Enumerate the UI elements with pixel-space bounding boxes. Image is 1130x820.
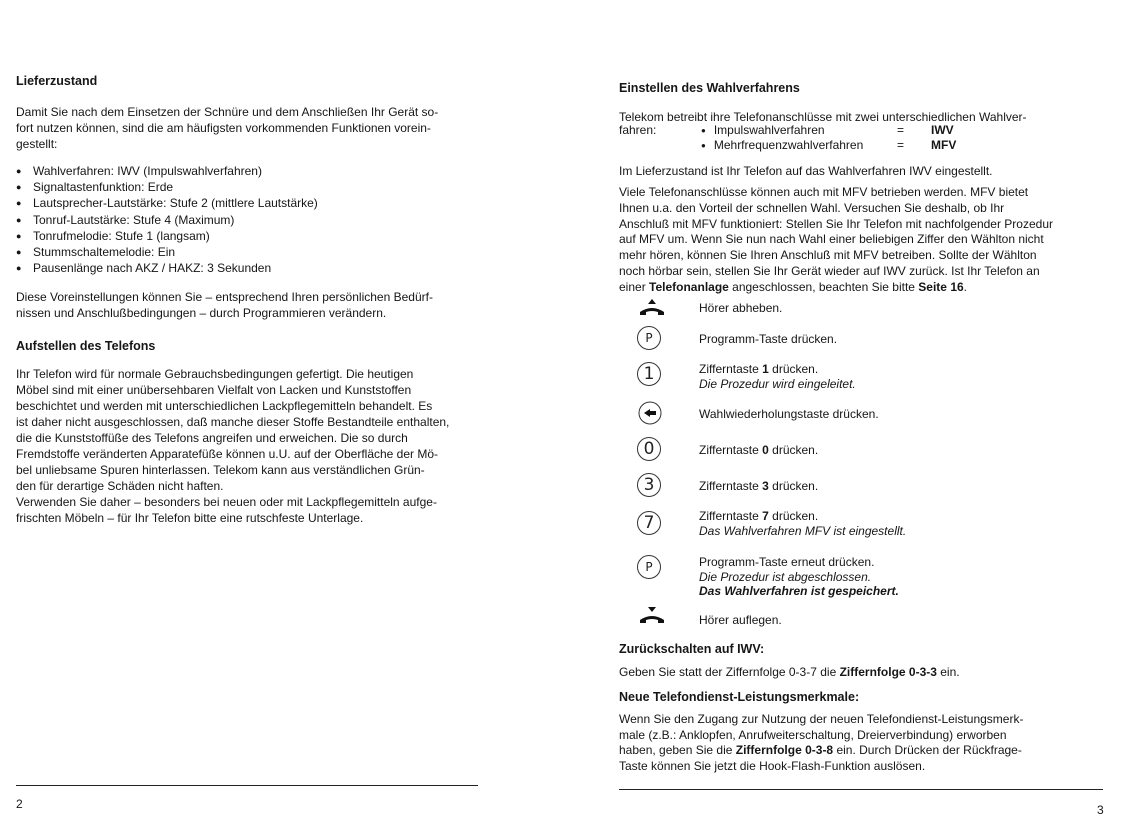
- step-text: Hörer auflegen.: [699, 613, 782, 627]
- left-page: [16, 0, 506, 820]
- list-item: ● Signaltastenfunktion: Erde: [16, 179, 318, 195]
- heading-new-features: Neue Telefondienst-Leistungsmerkmale:: [619, 690, 860, 704]
- setup-line: beschichtet und werden mit unterschiedlichen Lackpflegemitteln behandelt. Es: [16, 399, 433, 413]
- list-item: ● Tonruf-Lautstärke: Stufe 4 (Maximum): [16, 212, 318, 228]
- digit-1-key-icon: 1: [637, 362, 661, 386]
- program-key-icon: P: [637, 555, 661, 579]
- intro-line: Damit Sie nach dem Einsetzen der Schnüre und dem Anschließen Ihr Gerät so-: [16, 105, 439, 119]
- digit-3-key-icon: 3: [637, 473, 661, 497]
- program-key-icon: P: [637, 326, 661, 350]
- setup-paragraph: [16, 366, 506, 526]
- step-note-bold: Das Wahlverfahren ist gespeichert.: [699, 584, 899, 598]
- step-note: Das Wahlverfahren MFV ist eingestellt.: [699, 523, 907, 538]
- list-item: ● Tonrufmelodie: Stufe 1 (langsam): [16, 228, 318, 244]
- method-list: [619, 124, 956, 153]
- mfv-line: noch hörbar sein, stellen Sie Ihr Gerät wieder auf IWV zurück. Ist Ihr Telefon an: [619, 263, 1040, 278]
- new-line: haben, geben Sie die Ziffernfolge 0-3-8 ein. Durch Drücken der Rückfrage-: [619, 743, 1022, 757]
- intro-line: gestellt:: [16, 137, 58, 151]
- method-row: [619, 139, 956, 154]
- step-text: Zifferntaste 1 drücken. Die Prozedur wird eingeleitet.: [699, 362, 856, 391]
- mfv-line: Anschluß mit MFV funktioniert: Stellen Sie Ihr Telefon mit nachfolgender Prozedur: [619, 216, 1053, 231]
- setup-line: ist daher nicht ausgeschlossen, daß manche dieser Stoffe Bestandteile enthalten,: [16, 415, 450, 429]
- mfv-line: Viele Telefonanschlüsse können auch mit MFV betrieben werden. MFV bietet: [619, 185, 1029, 199]
- reset-paragraph: Geben Sie statt der Ziffernfolge 0-3-7 die Ziffernfolge 0-3-3 ein.: [619, 665, 960, 679]
- step-note: Die Prozedur ist abgeschlossen.: [699, 569, 872, 584]
- customize-line: nissen und Anschlußbedingungen – durch Programmieren verändern.: [16, 306, 387, 320]
- step-digit-3: [619, 473, 1113, 509]
- method-abbr: MFV: [931, 137, 957, 152]
- setup-line: Ihr Telefon wird für normale Gebrauchsbedingungen gefertigt. Die heutigen: [16, 367, 414, 381]
- heading-setup: Aufstellen des Telefons: [16, 339, 156, 353]
- pbx-line: einer Telefonanlage angeschlossen, beachten Sie bitte Seite 16.: [619, 279, 968, 294]
- method-name: ● Impulswahlverfahren: [701, 124, 897, 139]
- method-intro: Telekom betreibt ihre Telefonanschlüsse mit zwei unterschiedlichen Wahlver-: [619, 110, 1027, 124]
- step-digit-0: [619, 437, 1113, 473]
- step-text: Zifferntaste 7 drücken. Das Wahlverfahren MFV ist eingestellt.: [699, 509, 907, 538]
- footer-rule: [619, 789, 1103, 790]
- step-text: Zifferntaste 0 drücken.: [699, 443, 819, 457]
- footer-rule: [16, 785, 478, 786]
- new-features-paragraph: [619, 712, 1113, 774]
- new-line: Wenn Sie den Zugang zur Nutzung der neuen Telefondienst-Leistungsmerk-: [619, 712, 1024, 726]
- step-redial-key: [619, 401, 1113, 437]
- step-program-key: [619, 326, 1113, 362]
- method-name: ● Mehrfrequenzwahlverfahren: [701, 139, 897, 154]
- step-text: Wahlwiederholungstaste drücken.: [699, 407, 879, 421]
- list-item: ● Stummschaltemelodie: Ein: [16, 244, 318, 260]
- method-abbr: IWV: [931, 123, 954, 137]
- setup-line: Verwenden Sie daher – besonders bei neuen oder mit Lackpflegemitteln aufge-: [16, 495, 437, 509]
- right-page: [619, 0, 1113, 820]
- mfv-line: auf MFV um. Wenn Sie nun nach Wahl einer beliebigen Ziffer den Wählton nicht: [619, 232, 1044, 247]
- defaults-list: [16, 163, 318, 276]
- setup-line: Möbel sind mit einer unübersehbaren Vielfalt von Lacken und Kunststoffen: [16, 383, 412, 397]
- mfv-line: mehr hören, können Sie Ihren Anschluß mit MFV betreiben. Sollte der Wählton: [619, 248, 1037, 263]
- step-digit-1: [619, 362, 1113, 398]
- list-item: ● Lautsprecher-Lautstärke: Stufe 2 (mittlere Lautstärke): [16, 195, 318, 211]
- customize-line: Diese Voreinstellungen können Sie – entsprechend Ihren persönlichen Bedürf-: [16, 290, 433, 304]
- method-row: [619, 124, 956, 139]
- step-text: Hörer abheben.: [699, 301, 783, 315]
- setup-line: den für derartige Schäden nicht haften.: [16, 479, 224, 493]
- new-line: male (z.B.: Anklopfen, Anrufweiterschaltung, Dreierverbindung) erworben: [619, 727, 1007, 742]
- new-line: Taste können Sie jetzt die Hook-Flash-Funktion auslösen.: [619, 758, 926, 773]
- intro-line: fort nutzen können, sind die am häufigsten vorkommenden Funktionen vorein-: [16, 121, 431, 135]
- step-text: Programm-Taste erneut drücken. Die Prozedur ist abgeschlossen. Das Wahlverfahren ist gespeichert.: [699, 555, 899, 598]
- setup-line: Fremdstoffe veränderten Apparatefüße können u.U. auf der Oberfläche der Mö-: [16, 447, 439, 461]
- step-text: Zifferntaste 3 drücken.: [699, 479, 819, 493]
- page-number: 2: [16, 797, 23, 811]
- step-digit-7: [619, 509, 1113, 545]
- digit-0-key-icon: 0: [637, 437, 661, 461]
- intro-paragraph: [16, 104, 506, 152]
- mfv-line: Ihnen u.a. den Vorteil der schnellen Wahl. Versuchen Sie deshalb, ob Ihr: [619, 200, 1005, 215]
- handset-down-icon: [637, 606, 667, 626]
- redial-key-icon: [637, 401, 663, 425]
- digit-7-key-icon: 7: [637, 511, 661, 535]
- step-program-key-again: [619, 555, 1113, 603]
- heading-dial-method: Einstellen des Wahlverfahrens: [619, 81, 800, 95]
- heading-reset-iwv: Zurückschalten auf IWV:: [619, 642, 765, 656]
- default-note: Im Lieferzustand ist Ihr Telefon auf das Wahlverfahren IWV eingestellt.: [619, 164, 993, 178]
- handset-lift-icon: [637, 298, 667, 318]
- setup-line: die die Kunststoffüße des Telefons angreifen und erweichen. Die so durch: [16, 431, 408, 445]
- heading-delivery-state: Lieferzustand: [16, 74, 98, 88]
- method-label: fahren:: [619, 123, 657, 137]
- mfv-paragraph: [619, 185, 1113, 296]
- setup-line: bel unliebsame Spuren hinterlassen. Telekom kann aus verständlichen Grün-: [16, 463, 425, 477]
- step-note: Die Prozedur wird eingeleitet.: [699, 376, 856, 391]
- list-item: ● Pausenlänge nach AKZ / HAKZ: 3 Sekunden: [16, 260, 318, 276]
- step-text: Programm-Taste drücken.: [699, 332, 838, 346]
- setup-line: frischten Möbeln – für Ihr Telefon bitte eine rutschfeste Unterlage.: [16, 511, 364, 525]
- method-equals: =: [897, 123, 905, 137]
- method-equals: =: [897, 137, 905, 152]
- customize-paragraph: [16, 289, 506, 321]
- list-item: ● Wahlverfahren: IWV (Impulswahlverfahren): [16, 163, 318, 179]
- step-hang-up: [619, 606, 1113, 642]
- page-number: 3: [1097, 803, 1104, 817]
